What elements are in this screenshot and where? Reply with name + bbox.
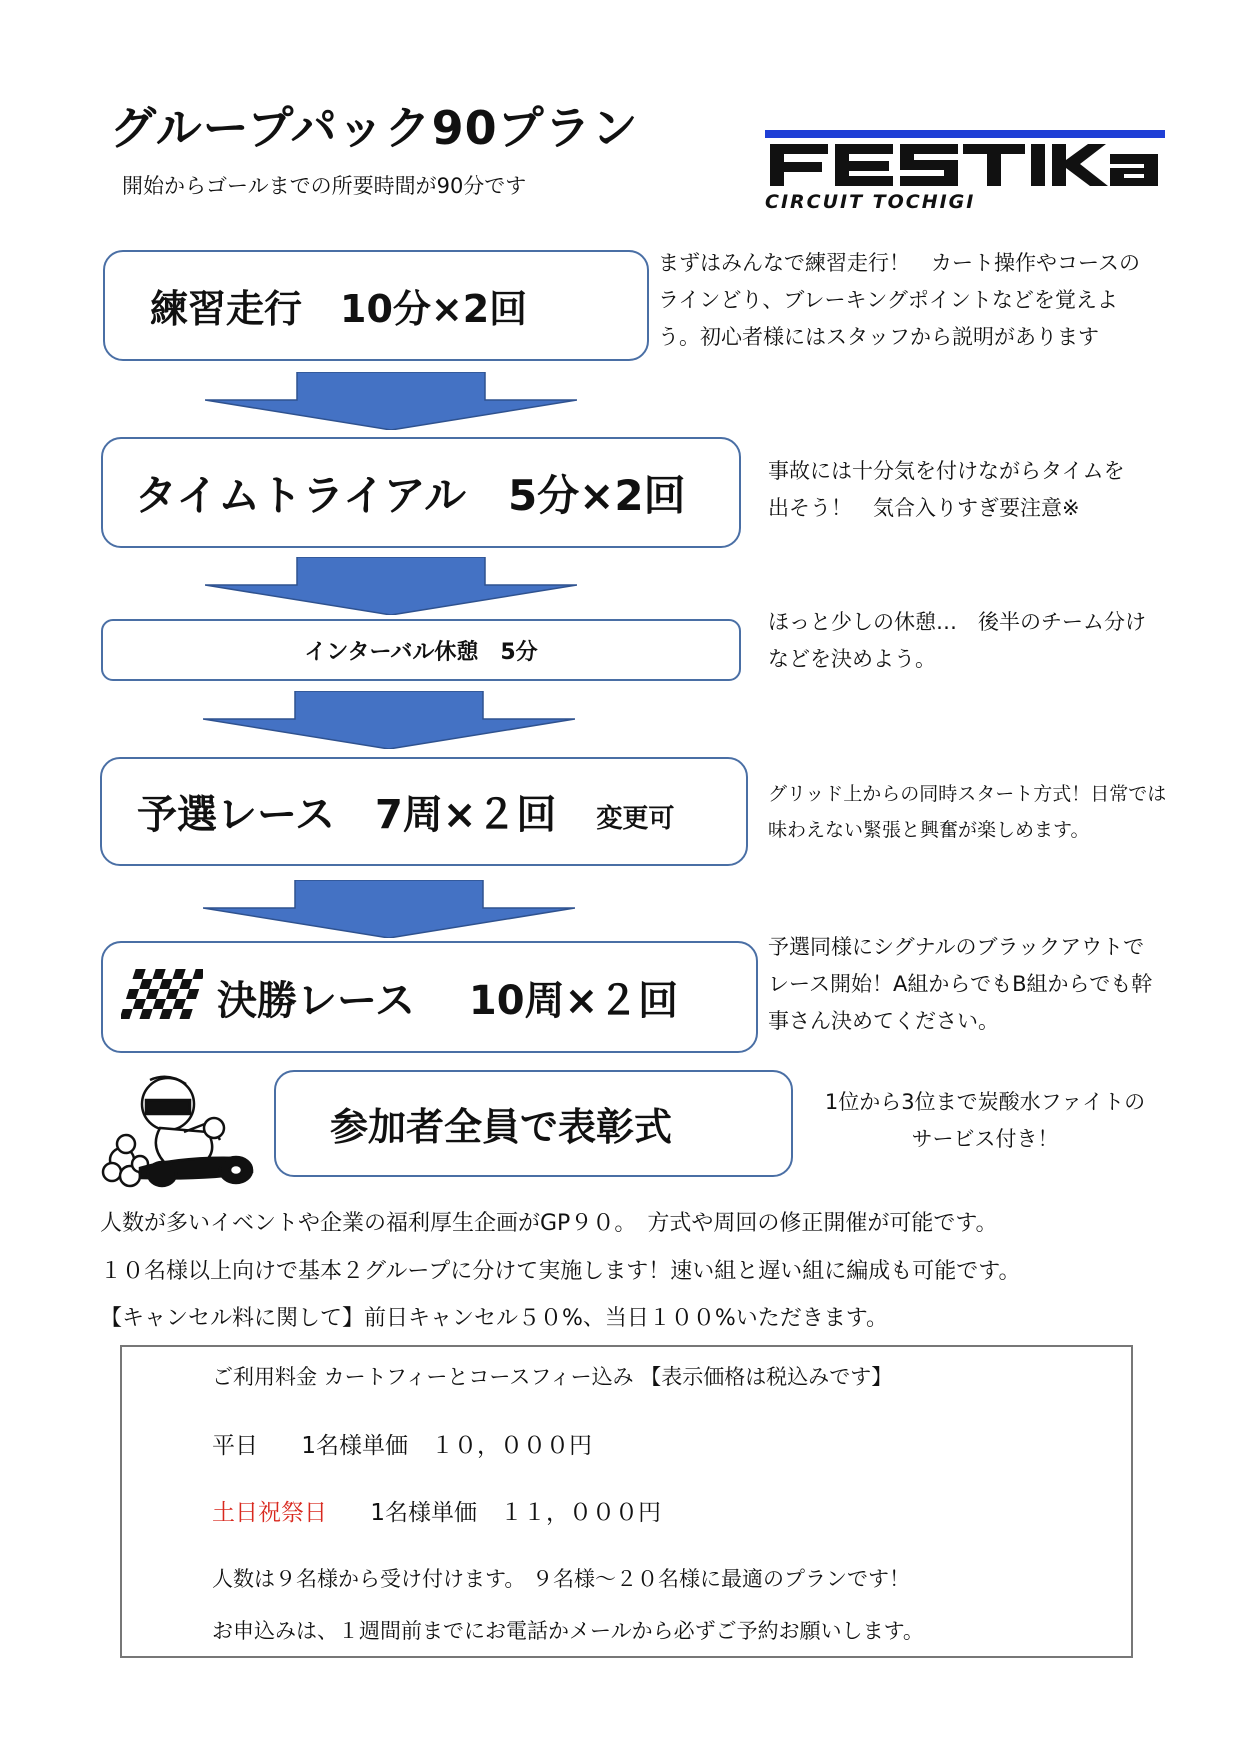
step-final-label: 決勝レース 10周×２回 (217, 977, 679, 1024)
down-arrow-icon (203, 880, 575, 938)
fee-booking: お申込みは、１週間前までにお電話かメールから必ずご予約お願いします。 (212, 1619, 924, 1643)
step-ceremony-desc: 1位から3位まで炭酸水ファイトの サービス付き！ (824, 1090, 1146, 1151)
step-qualifying-label: 予選レース 7周×２回 (137, 792, 557, 838)
step-practice-desc: まずはみんなで練習走行！ カート操作やコースの ラインどり、ブレーキングポイントなどを覚えよ う。初心者様にはスタッフから説明があります (658, 251, 1140, 349)
step-final (101, 941, 758, 1053)
page-title: グループパック90プラン (110, 101, 639, 155)
fee-capacity: 人数は９名様から受け付けます。 ９名様～２０名様に最適のプランです！ (212, 1567, 910, 1591)
step-qualifying-desc: グリッド上からの同時スタート方式！日常では 味わえない緊張と興奮が楽しめます。 (768, 783, 1167, 841)
kart-driver-illustration (100, 1070, 265, 1190)
fee-holiday-price: 1名様単価 １１，０００円 (370, 1500, 661, 1526)
down-arrow-icon (203, 691, 575, 749)
step-interval (101, 619, 741, 681)
fee-weekday (212, 1427, 592, 1460)
step-ceremony-label: 参加者全員で表彰式 (330, 1105, 673, 1149)
step-interval-desc: ほっと少しの休憩… 後半のチーム分け などを決めよう。 (768, 610, 1146, 671)
checkered-flag-icon (121, 965, 203, 1029)
fee-holiday-label: 土日祝祭日 (212, 1500, 327, 1526)
note-line-3: 【キャンセル料に関して】前日キャンセル５０%、当日１００%いただきます。 (100, 1306, 889, 1331)
step-practice (103, 250, 649, 361)
down-arrow-icon (205, 557, 577, 615)
down-arrow-icon (205, 372, 577, 430)
note-line-1: 人数が多いイベントや企業の福利厚生企画がGP９０。 方式や周回の修正開催が可能です。 (100, 1211, 998, 1236)
step-time-trial (101, 437, 741, 548)
step-interval-label: インターバル休憩 5分 (304, 639, 538, 665)
step-qualifying-note: 変更可 (596, 804, 675, 834)
step-time-trial-desc: 事故には十分気を付けながらタイムを 出そう！ 気合入りすぎ要注意※ (768, 459, 1125, 520)
fee-weekday-label: 平日 (212, 1433, 258, 1459)
fee-heading: ご利用料金 カートフィーとコースフィー込み 【表示価格は税込みです】 (212, 1365, 893, 1389)
note-line-2: １０名様以上向けで基本２グループに分けて実施します！速い組と遅い組に編成も可能です。 (100, 1259, 1021, 1284)
fee-box (120, 1345, 1133, 1658)
fee-weekday-price: 1名様単価 １０，０００円 (301, 1433, 592, 1459)
step-qualifying (100, 757, 748, 866)
step-practice-label: 練習走行 10分×2回 (150, 287, 528, 331)
logo-subtext: CIRCUIT TOCHIGI (765, 191, 976, 212)
page-subtitle: 開始からゴールまでの所要時間が90分です (122, 174, 527, 198)
fee-holiday (212, 1494, 661, 1527)
festika-logo (765, 130, 1165, 212)
step-final-desc: 予選同様にシグナルのブラックアウトで レース開始！A組からでもB組からでも幹 事さん決めてください。 (768, 935, 1153, 1033)
step-time-trial-label: タイムトライアル 5分×2回 (135, 470, 686, 520)
step-ceremony (274, 1070, 793, 1177)
